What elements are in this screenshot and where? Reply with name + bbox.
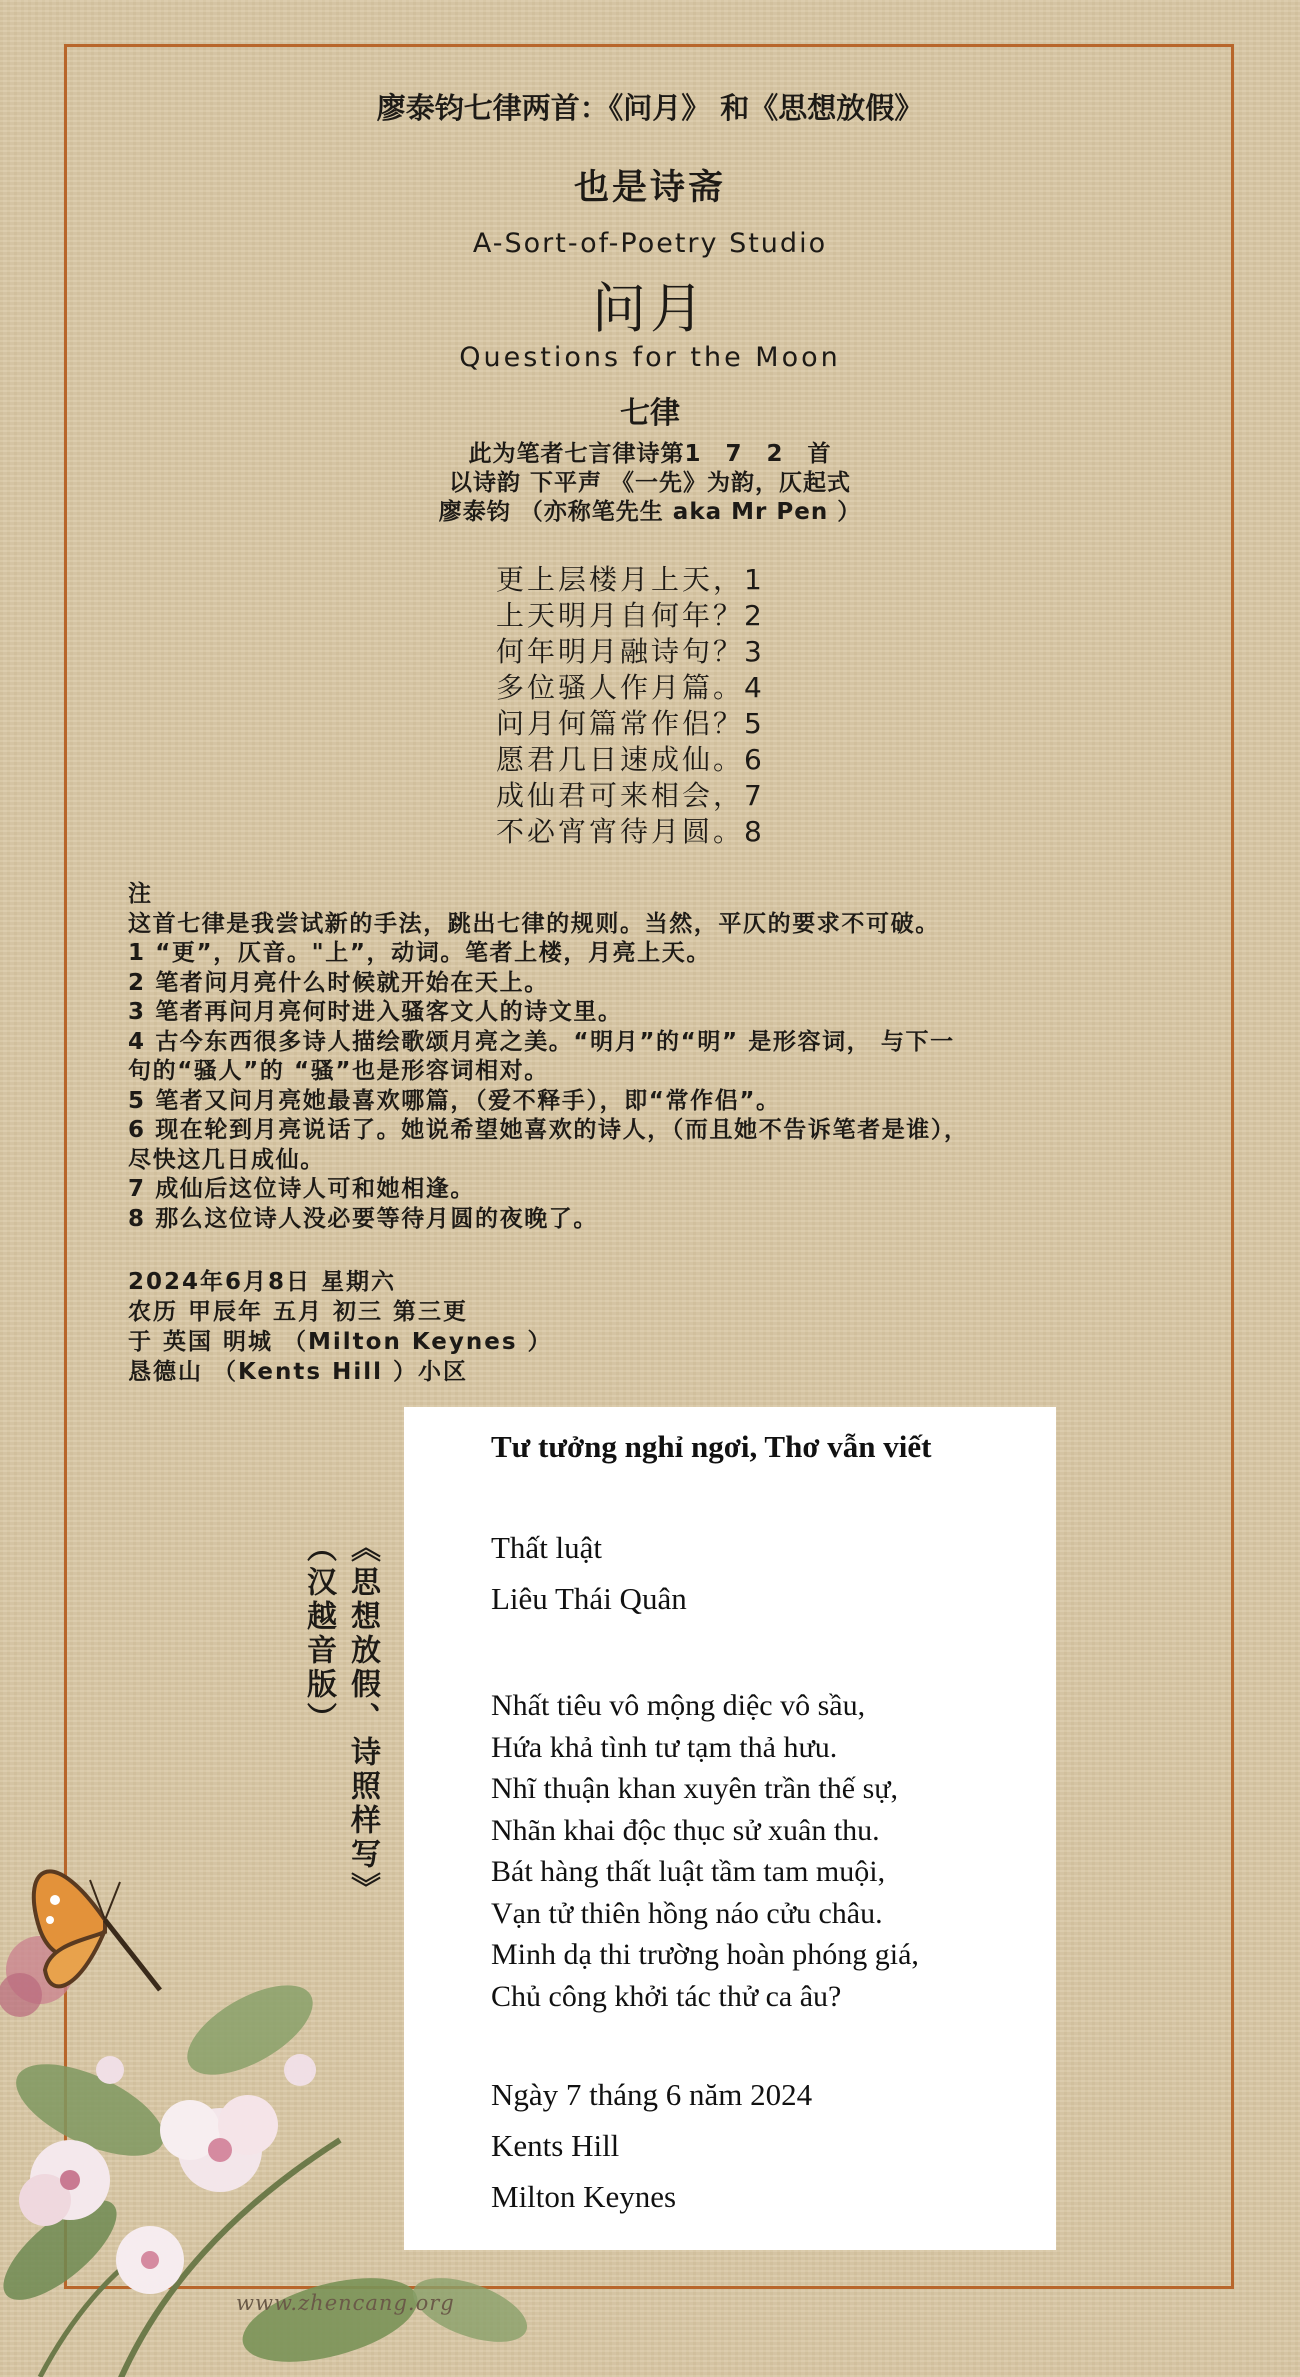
note-line: 2 笔者问月亮什么时候就开始在天上。 (128, 969, 549, 996)
butterfly-icon (10, 1820, 200, 2020)
studio-name-english: A-Sort-of-Poetry Studio (472, 228, 828, 259)
viet-poem-verses (491, 1685, 919, 2017)
studio-name-chinese: 也是诗斋 (573, 168, 726, 208)
viet-poem-author: Liêu Thái Quân (491, 1581, 687, 1616)
viet-verse-line: Nhĩ thuận khan xuyên trần thế sự, (491, 1772, 899, 1805)
poem-notes (128, 880, 1178, 1234)
vertical-title-sub: （汉越音版） (301, 1532, 336, 1736)
viet-poem-place: Kents Hill (491, 2128, 620, 2163)
meta-line: 廖泰钧 （亦称笔先生 aka Mr Pen ） (438, 499, 862, 525)
note-line: 6 现在轮到月亮说话了。她说希望她喜欢的诗人，（而且她不告诉笔者是谁）， (128, 1117, 969, 1143)
viet-verse-line: Bát hàng thất luật tầm tam muội, (491, 1855, 886, 1888)
viet-poem-date: Ngày 7 tháng 6 năm 2024 (491, 2077, 813, 2112)
meta-line: 此为笔者七言律诗第1 7 2 首 (468, 441, 832, 467)
verse-line: 上天明月自何年？2 (496, 599, 765, 632)
viet-poem-place: Milton Keynes (491, 2179, 677, 2214)
meta-line: 以诗韵 下平声 《一先》为韵，仄起式 (448, 470, 851, 496)
poem-title-chinese: 问月 (592, 277, 708, 340)
verse-line: 不必宵宵待月圆。8 (496, 815, 765, 848)
note-line: 4 古今东西很多诗人描绘歌颂月亮之美。“明月”的“明” 是形容词， 与下一 (128, 1028, 955, 1055)
date-location-block (128, 1267, 553, 1387)
verse-line: 何年明月融诗句？3 (496, 635, 765, 668)
note-line: 注 (128, 881, 153, 907)
vietnamese-poem-card (404, 1407, 1056, 2250)
verse-line: 愿君几日速成仙。6 (496, 743, 765, 776)
note-line: 5 笔者又问月亮她最喜欢哪篇，（爱不释手），即“常作侣”。 (128, 1087, 781, 1114)
viet-verse-line: Minh dạ thi trường hoàn phóng giá, (491, 1938, 919, 1971)
verse-line: 成仙君可来相会，7 (496, 779, 765, 812)
note-line: 7 成仙后这位诗人可和她相逢。 (128, 1176, 476, 1202)
viet-poem-form: Thất luật (491, 1530, 603, 1565)
document-title: 廖泰钧七律两首：《问月》 和《思想放假》 (376, 91, 924, 125)
poem-title-english: Questions for the Moon (459, 342, 841, 373)
viet-verse-line: Chủ công khởi tác thử ca âu? (491, 1979, 842, 2013)
poem-form: 七律 (620, 396, 680, 431)
note-line: 这首七律是我尝试新的手法，跳出七律的规则。当然，平仄的要求不可破。 (128, 910, 940, 937)
viet-verse-line: Nhãn khai độc thục sử xuân thu. (491, 1813, 880, 1847)
viet-verse-line: Nhất tiêu vô mộng diệc vô sầu, (491, 1689, 866, 1722)
poem-meta (0, 440, 1300, 527)
date-line: 恳德山 （Kents Hill ）小区 (128, 1359, 468, 1385)
note-line: 句的“骚人”的 “骚”也是形容词相对。 (128, 1058, 549, 1084)
poem-verses (496, 562, 765, 850)
date-line: 农历 甲辰年 五月 初三 第三更 (128, 1299, 469, 1325)
site-watermark: www.zhencang.org (236, 2291, 455, 2315)
viet-poem-title: Tư tưởng nghỉ ngơi, Thơ vẫn viết (491, 1429, 932, 1464)
verse-line: 更上层楼月上天，1 (496, 563, 765, 596)
verse-line: 问月何篇常作侣？5 (496, 707, 765, 740)
viet-verse-line: Vạn tử thiên hồng náo cửu châu. (491, 1896, 883, 1930)
note-line: 8 那么这位诗人没必要等待月圆的夜晚了。 (128, 1205, 599, 1232)
date-line: 2024年6月8日 星期六 (128, 1269, 397, 1295)
date-line: 于 英国 明城 （Milton Keynes ） (128, 1329, 553, 1355)
note-line: 3 笔者再问月亮何时进入骚客文人的诗文里。 (128, 999, 623, 1025)
verse-line: 多位骚人作月篇。4 (496, 671, 765, 704)
viet-verse-line: Hứa khả tình tư tạm thả hưu. (491, 1730, 838, 1764)
note-line: 1 “更”，仄音。"上”，动词。笔者上楼，月亮上天。 (128, 940, 711, 966)
note-line: 尽快这几日成仙。 (128, 1146, 325, 1173)
vertical-title-main: 《思想放假、诗照样写》 (345, 1532, 380, 1906)
